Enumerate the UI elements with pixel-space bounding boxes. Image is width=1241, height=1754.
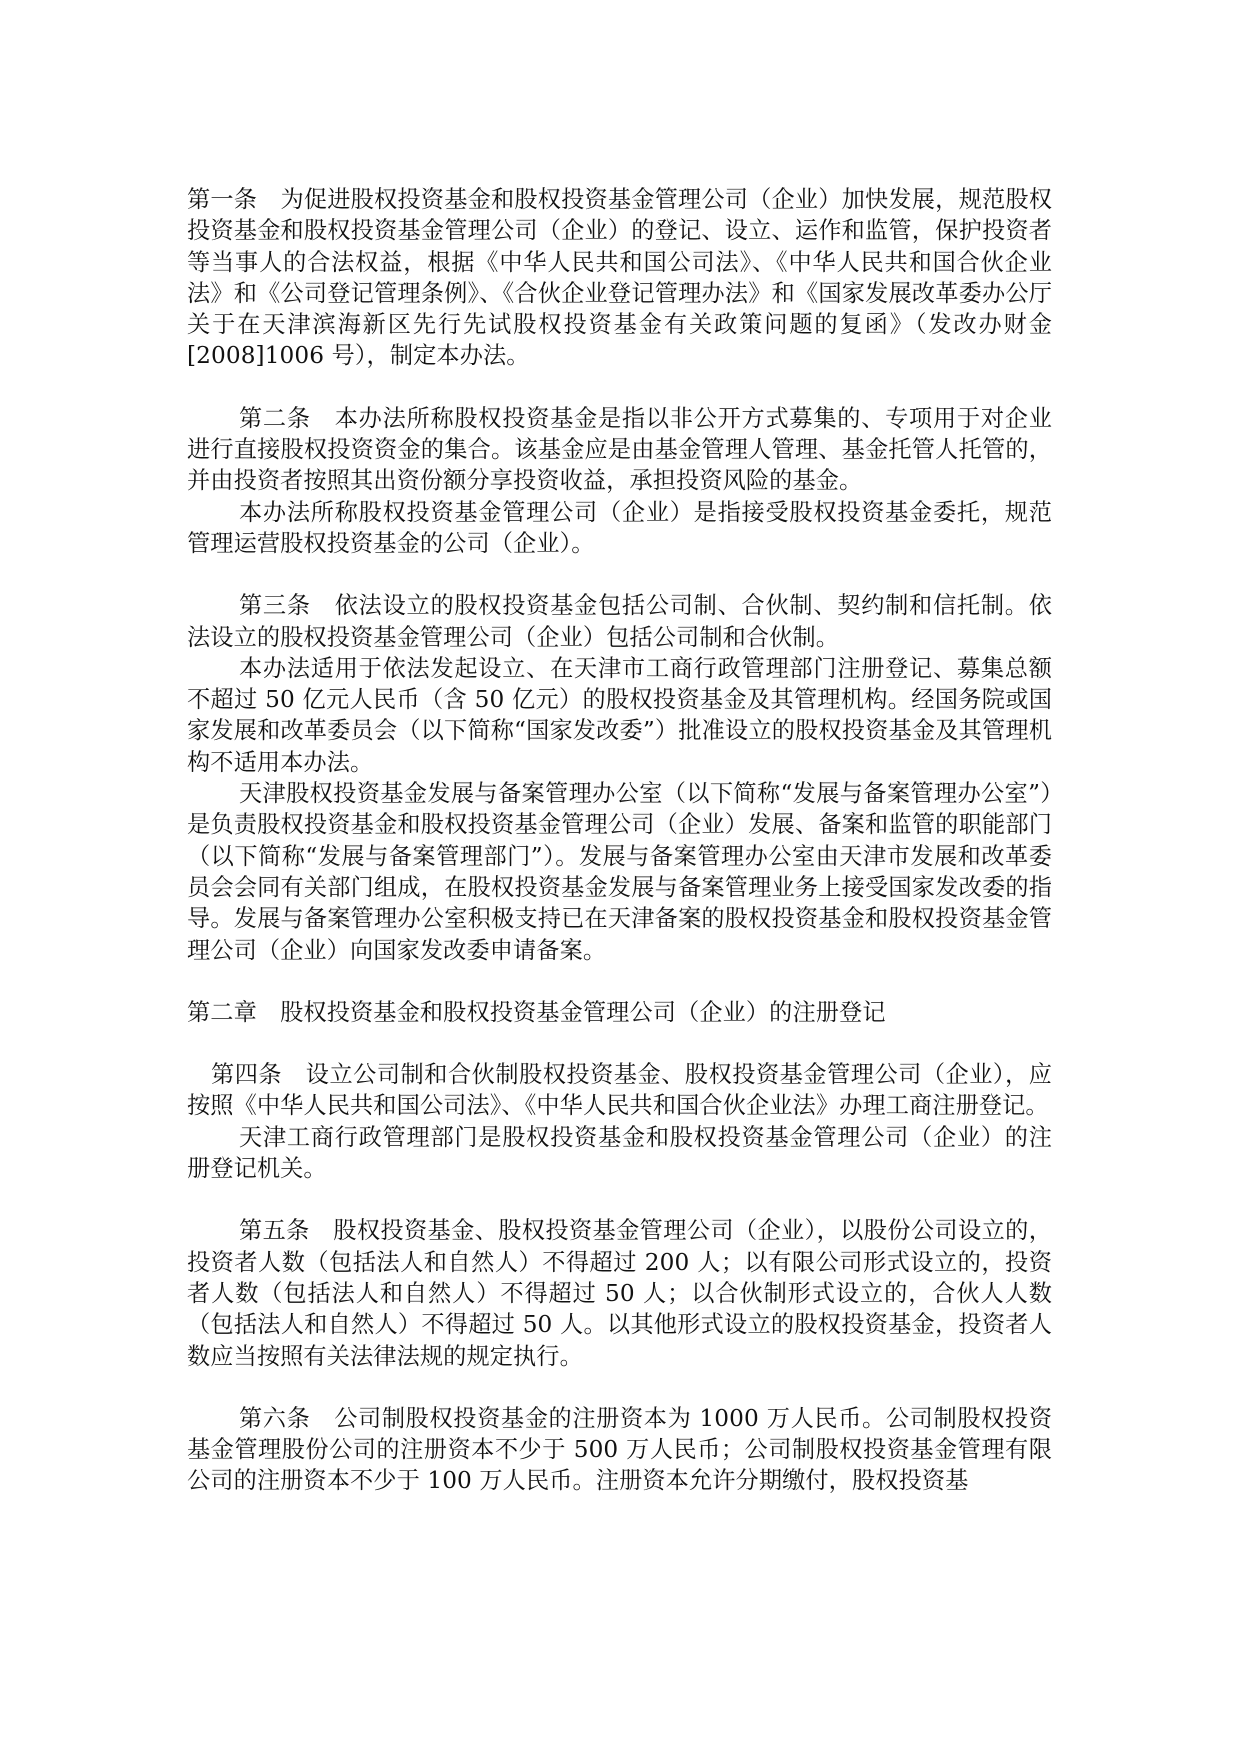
chapter-2-heading: 第二章 股权投资基金和股权投资基金管理公司（企业）的注册登记 [187, 998, 886, 1026]
article-2-paragraph-2: 本办法所称股权投资基金管理公司（企业）是指接受股权投资基金委托，规范管理运营股权投资基金的公司（企业）。 [187, 498, 1052, 557]
article-6: 第六条 公司制股权投资基金的注册资本为 1000 万人民币。公司制股权投资基金管理股份公司的注册资本不少于 500 万人民币；公司制股权投资基金管理有限公司的注册资本不少于 100 万人民币。注册资本允许分期缴付，股权投资基 [187, 1404, 1052, 1495]
article-3-paragraph-3: 天津股权投资基金发展与备案管理办公室（以下简称“发展与备案管理办公室”）是负责股权投资基金和股权投资基金管理公司（企业）发展、备案和监管的职能部门（以下简称“发展与备案管理部门”）。发展与备案管理办公室由天津市发展和改革委员会会同有关部门组成，在股权投资基金发展与备案管理业务上接受国家发改委的指导。发展与备案管理办公室积极支持已在天津备案的股权投资基金和股权投资基金管理公司（企业）向国家发改委申请备案。 [187, 780, 1052, 964]
article-1: 第一条 为促进股权投资基金和股权投资基金管理公司（企业）加快发展，规范股权投资基金和股权投资基金管理公司（企业）的登记、设立、运作和监管，保护投资者等当事人的合法权益，根据《中华人民共和国公司法》、《中华人民共和国合伙企业法》和《公司登记管理条例》、《合伙企业登记管理办法》和《国家发展改革委办公厅关于在天津滨海新区先行先试股权投资基金有关政策问题的复函》（发改办财金[2008]1006 号），制定本办法。 [187, 186, 1052, 370]
article-3-paragraph-2: 本办法适用于依法发起设立、在天津市工商行政管理部门注册登记、募集总额不超过 50 亿元人民币（含 50 亿元）的股权投资基金及其管理机构。经国务院或国家发展和改革委员会（以下简称“国家发改委”）批准设立的股权投资基金及其管理机构不适用本办法。 [187, 654, 1052, 776]
document-page [187, 184, 1052, 1497]
article-4-paragraph-2: 天津工商行政管理部门是股权投资基金和股权投资基金管理公司（企业）的注册登记机关。 [187, 1123, 1052, 1183]
article-2-paragraph-1: 第二条 本办法所称股权投资基金是指以非公开方式募集的、专项用于对企业进行直接股权投资资金的集合。该基金应是由基金管理人管理、基金托管人托管的，并由投资者按照其出资份额分享投资收益，承担投资风险的基金。 [187, 404, 1052, 495]
article-3-paragraph-1: 第三条 依法设立的股权投资基金包括公司制、合伙制、契约制和信托制。依法设立的股权投资基金管理公司（企业）包括公司制和合伙制。 [187, 592, 1052, 651]
article-4-paragraph-1: 第四条 设立公司制和合伙制股权投资基金、股权投资基金管理公司（企业），应按照《中华人民共和国公司法》、《中华人民共和国合伙企业法》办理工商注册登记。 [187, 1061, 1052, 1120]
article-5: 第五条 股权投资基金、股权投资基金管理公司（企业），以股份公司设立的，投资者人数（包括法人和自然人）不得超过 200 人；以有限公司形式设立的，投资者人数（包括法人和自然人）不得超过 50 人；以合伙制形式设立的，合伙人人数（包括法人和自然人）不得超过 50 人。以其他形式设立的股权投资基金，投资者人数应当按照有关法律法规的规定执行。 [187, 1217, 1052, 1370]
